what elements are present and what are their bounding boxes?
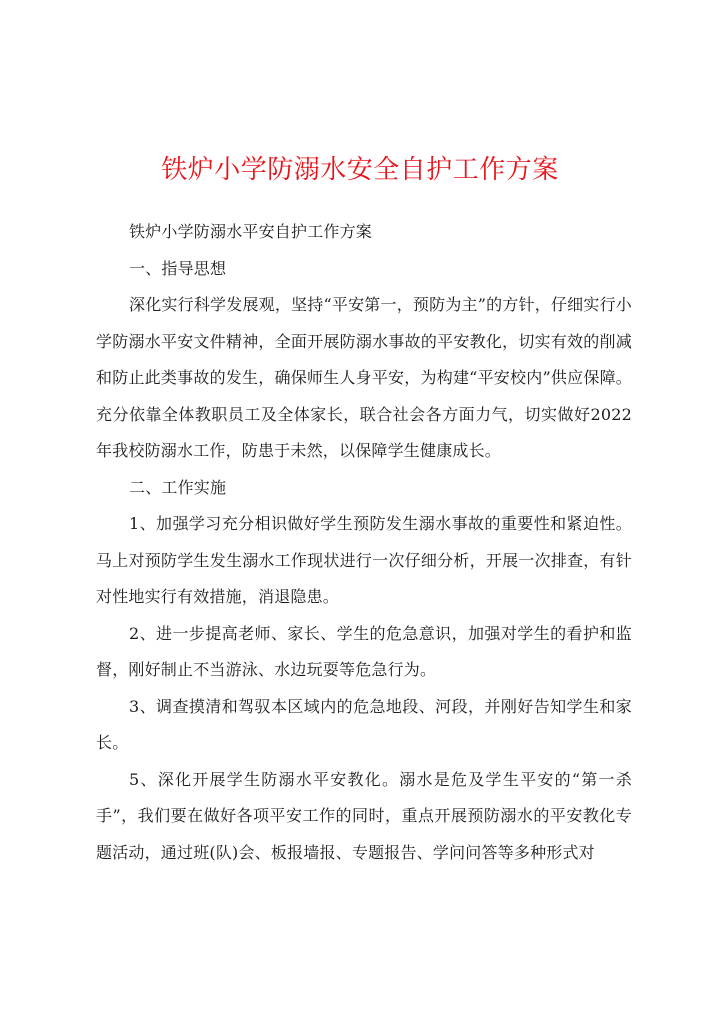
paragraph-item-1: 1、加强学习充分相识做好学生预防发生溺水事故的重要性和紧迫性。马上对预防学生发生溺水工作现状进行一次仔细分析，开展一次排查，有针对性地实行有效措施，消退隐患。 [96, 514, 632, 606]
paragraph-item-3: 3、调查摸清和驾驭本区域内的危急地段、河段，并刚好告知学生和家长。 [96, 696, 632, 752]
document-title: 铁炉小学防溺水安全自护工作方案 [161, 155, 559, 185]
paragraph-item-5: 5、深化开展学生防溺水平安教化。溺水是危及学生平安的“第一杀手”，我们要在做好各项平安工作的同时，重点开展预防溺水的平安教化专题活动，通过班(队)会、板报墙报、专题报告、学问问答等多种形式对 [96, 769, 632, 862]
heading-guiding-ideology: 一、指导思想 [129, 258, 227, 278]
paragraph-guiding-ideology: 深化实行科学发展观，坚持“平安第一，预防为主”的方针，仔细实行小学防溺水平安文件精神，全面开展防溺水事故的平安教化，切实有效的削减和防止此类事故的发生，确保师生人身平安，为构建“平安校内”供应保障。充分依靠全体教职员工及全体家长，联合社会各方面力气，切实做好2022年我校防溺水工作，防患于未然，以保障学生健康成长。 [96, 295, 632, 460]
paragraph-item-2: 2、进一步提高老师、家长、学生的危急意识，加强对学生的看护和监督，刚好制止不当游泳、水边玩耍等危急行为。 [96, 623, 632, 679]
document-body [96, 214, 632, 871]
heading-work-implementation: 二、工作实施 [129, 477, 227, 497]
paragraph-subtitle: 铁炉小学防溺水平安自护工作方案 [129, 222, 373, 241]
